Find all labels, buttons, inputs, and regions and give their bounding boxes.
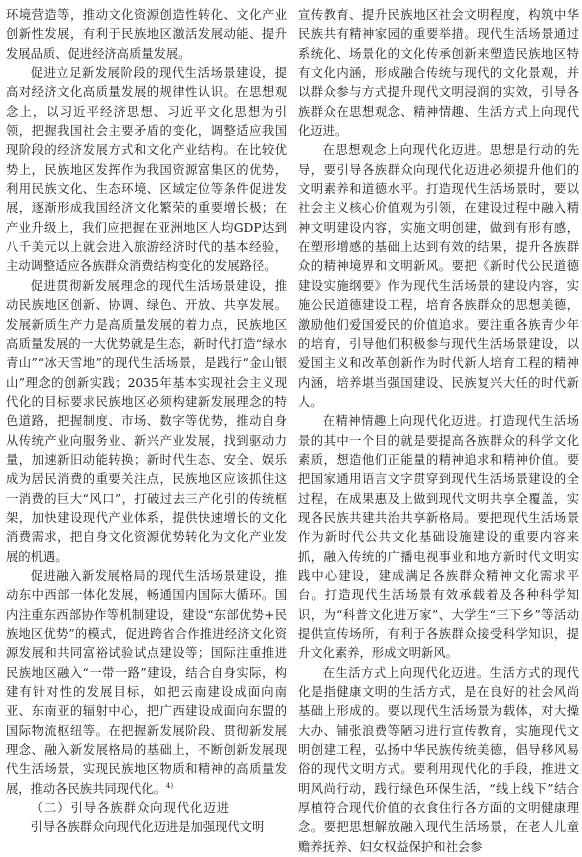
paragraph-text: 促进融入新发展格局的现代生活场景建设，推动东中西部一体化发展，畅通国内国际大循环。国内注重东西部协作等机制建设，建设“东部优势+民族地区优势”的模式，促进跨省合作推进经济文化资源发展和共同富裕试验试点建设等；国际注重推进民族地区融入“一带一路”建设，结合自身实际，构建有针对性的发展目标，如把云南建设成面向南亚、东南亚的辐射中心，把广西建设成面向东盟的国际物流枢纽等。在把握新发展阶段、贯彻新发展理念、融入新发展格局的基础上，不断创新发展现代生活场景，实现民族地区物质和精神的高质量发展，推动各民族共同现代化。	[6, 568, 287, 796]
paragraph: 在精神情趣上向现代化迈进。打造现代生活场景的其中一个目的就是要提高各族群众的科学文化素质，想造他们正能量的精神追求和精神价值。要把国家通用语言文字贯穿到现代生活场景建设的全过程，在成果惠及上做到现代文明共享全覆盖，实现各民族共建共治共享新格局。要把现代生活场景作为新时代公共文化基础设施建设的重要内容来抓，融入传统的广播电视事业和地方新时代文明实践中心建设，建成满足各族群众精神文化需求平台。打造现代生活场景有效承载着及各种科学知识，为“科普文化进万家”、大学生“三下乡”等活动提供宣传场所，有利于各族群众接受科学知识，提升文化素养，形成文明新风。	[298, 414, 579, 661]
paragraph: 促进贯彻新发展理念的现代生活场景建设，推动民族地区创新、协调、绿色、开放、共享发展。发展新质生产力是高质量发展的着力点，民族地区高质量发展的一大优势就是生态，新时代打造“绿水青山”“冰天雪地”的现代生活场景，是践行“金山银山”理念的创新实践；2035年基本实现社会主义现代化的目标要求民族地区必须构建新发展理念的特色道路，把握制度、市场、数字等优势，推动自身从传统产业向服务业、新兴产业发展，找到驱动力量，加速新旧动能转换；新时代生态、安全、娱乐成为居民消费的重要关注点，民族地区应该抓住这一消费的巨大“风口”，打破过去三产化引的传统框架，加快建设现代产业体系，提供快速增长的文化消费需求，把自身文化资源优势转化为文化产业发展的机遇。	[6, 278, 287, 564]
paragraph: 引导各族群众向现代化迈进是加强现代文明	[30, 820, 265, 835]
left-column	[6, 6, 287, 838]
paragraph: 环境营造等，推动文化资源创造性转化、文化产业创新性发展，有利于民族地区激活发展动能、提升发展品质、促进经济高质量发展。	[6, 8, 287, 61]
paragraph	[6, 567, 287, 799]
right-column	[298, 6, 579, 857]
paragraph: 在思想观念上向现代化迈进。思想是行动的先导，要引导各族群众向现代化迈进必须提升他们的文明素养和道德水平。打造现代生活场景时，要以社会主义核心价值观为引领，在建设过程中融入精神文明建设内容，实施文明创建，做到有形有感，在塑形增感的基础上达到有效的结果，提升各族群众的精神境界和文明新风。要把《新时代公民道德建设实施纲要》作为现代生活场景的建设内容，实施公民道德建设工程，培育各族群众的思想美德，激励他们爱国爱民的价值追求。要注重各族青少年的培育，引导他们积极参与现代生活场景建设，以爱国主义和改革创新作为时代新人培育工程的精神内涵，培养堪当强国建设、民族复兴大任的时代新人。	[298, 143, 579, 409]
footnote-marker: 4)	[165, 781, 174, 790]
paragraph: 促进立足新发展阶段的现代生活场景建设，提高对经济文化高质量发展的规律性认识。在思想观念上，以习近平经济思想、习近平文化思想为引领，把握我国社会主要矛盾的变化，调整适应我国现阶段的经济发展方式和文化产业结构。在比较优势上，民族地区发挥作为我国资源富集区的优势，利用民族文化、生态环境、区域定位等条件促进发展，逐渐形成我国经济文化繁荣的重要增长极；在产业升级上，我们应把握在亚洲地区人均GDP达到八千美元以上就会进入旅游经济时代的基本经验，主动调整适应各族群众消费结构变化的发展路径。	[6, 66, 287, 274]
paragraph: 在生活方式上向现代化迈进。生活方式的现代化是指健康文明的生活方式，是在良好的社会风尚基础上形成的。要以现代生活场景为载体，对大操大办、铺张浪费等陋习进行宣传教育，实施现代文明创建工程，弘扬中华民族传统美德，倡导移风易俗的现代文明方式。要利用现代化的手段，推进文明风尚行动，践行绿色环保生活，“线上线下”结合厚植符合现代价值的衣食住行各方面的文明健康理念。要把思想解放融入现代生活场景，在老人儿童赡养抚养、妇女权益保护和社会参	[298, 665, 579, 854]
section-heading: （二）引导各族群众向现代化迈进	[30, 801, 231, 816]
paragraph: 宣传教育、提升民族地区社会文明程度，构筑中华民族共有精神家园的重要举措。现代生活场景通过系统化、场景化的文化传承创新来塑造民族地区特有文化内涵，形成融合传统与现代的文化景观，并以群众参与方式提升现代文明浸润的实效，引导各族群众在思想观念、精神情趣、生活方式上向现代化迈进。	[298, 8, 579, 139]
